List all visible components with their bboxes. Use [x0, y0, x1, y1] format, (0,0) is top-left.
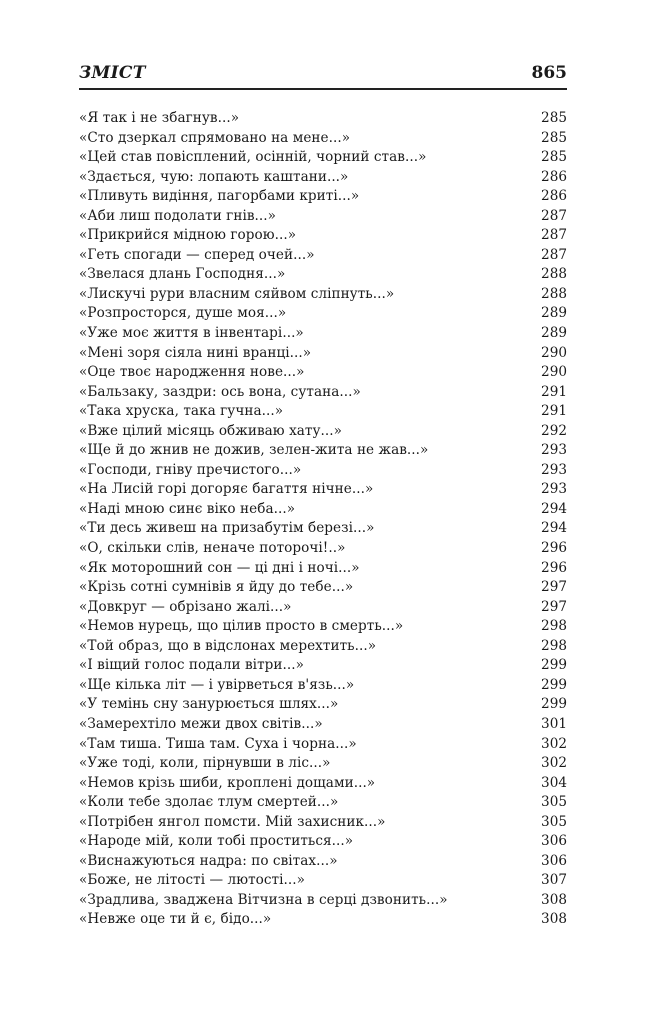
- entry-title: «Вже цілий місяць обживаю хату...»: [79, 422, 343, 439]
- entry-page: 293: [541, 461, 567, 478]
- entry-title: «О, скільки слів, неначе поторочі!..»: [79, 540, 346, 557]
- toc-entry: [79, 774, 567, 794]
- entry-title: «Зрадлива, зваджена Вітчизна в серці дзвонить...»: [79, 891, 448, 908]
- toc-entry: [79, 891, 567, 911]
- entry-title: «Уже тоді, коли, пірнувши в ліс...»: [79, 755, 331, 772]
- toc-entry: [79, 695, 567, 715]
- entry-page: 287: [541, 207, 567, 224]
- entry-page: 302: [541, 735, 567, 752]
- entry-title: «Уже моє життя в інвентарі...»: [79, 325, 304, 342]
- entry-page: 286: [541, 188, 567, 205]
- entry-title: «Невже оце ти й є, бідо...»: [79, 911, 272, 928]
- toc-entry: [79, 519, 567, 539]
- entry-title: «Геть спогади — сперед очей...»: [79, 246, 315, 263]
- entry-page: 292: [541, 422, 567, 439]
- entry-title: «Я так і не збагнув...»: [79, 110, 240, 126]
- entry-page: 297: [541, 579, 567, 596]
- entry-page: 291: [541, 403, 567, 420]
- entry-page: 306: [541, 833, 567, 850]
- entry-title: «Ще кілька літ — і увірветься в'язь...»: [79, 676, 355, 693]
- entry-page: 305: [541, 813, 567, 830]
- entry-title: «Ти десь живеш на призабутім березі...»: [79, 520, 375, 537]
- toc-entry: [79, 754, 567, 774]
- toc-entry: [79, 715, 567, 735]
- entry-title: «Як моторошний сон — ці дні і ночі...»: [79, 559, 360, 576]
- entry-page: 291: [541, 383, 567, 400]
- toc-entry: [79, 910, 567, 930]
- entry-page: 296: [541, 559, 567, 576]
- entry-page: 297: [541, 598, 567, 615]
- toc-entry: [79, 168, 567, 188]
- entry-page: 306: [541, 852, 567, 869]
- entry-title: «Лискучі рури власним сяйвом сліпнуть...»: [79, 285, 395, 302]
- entry-title: «Мені зоря сіяла нині вранці...»: [79, 344, 312, 361]
- toc-entry: [79, 793, 567, 813]
- entry-title: «Немов крізь шиби, кроплені дощами...»: [79, 774, 376, 791]
- toc-entry: [79, 676, 567, 696]
- entry-page: 308: [541, 891, 567, 908]
- toc-entry: [79, 109, 567, 129]
- entry-title: «Там тиша. Тиша там. Суха і чорна...»: [79, 735, 357, 752]
- entry-page: 289: [541, 325, 567, 342]
- entry-title: «Боже, не літості — лютості...»: [79, 872, 305, 889]
- toc-entry: [79, 207, 567, 227]
- entry-page: 285: [541, 149, 567, 166]
- entry-title: «Замерехтіло межи двох світів...»: [79, 715, 323, 732]
- entry-title: «Прикрийся мідною горою...»: [79, 227, 297, 244]
- entry-title: «На Лисій горі догоряє багаття нічне...»: [79, 481, 374, 498]
- toc-entry: [79, 285, 567, 305]
- toc-entry: [79, 559, 567, 579]
- entry-title: «Цей став повісплений, осінній, чорний став...»: [79, 149, 427, 166]
- entry-page: 305: [541, 794, 567, 811]
- entry-page: 307: [541, 872, 567, 889]
- entry-page: 293: [541, 481, 567, 498]
- entry-title: «Народе мій, коли тобі проститься...»: [79, 833, 354, 850]
- toc-entry: [79, 871, 567, 891]
- toc-entry: [79, 578, 567, 598]
- section-title: ЗМІСТ: [79, 63, 146, 83]
- entry-title: «Пливуть видіння, пагорбами криті...»: [79, 188, 360, 205]
- entry-title: «Здається, чую: лопають каштани...»: [79, 168, 349, 185]
- entry-title: «Сто дзеркал спрямовано на мене...»: [79, 129, 351, 146]
- entry-title: «Немов нурець, що цілив просто в смерть...»: [79, 618, 404, 635]
- toc-entry: [79, 344, 567, 364]
- entry-page: 288: [541, 266, 567, 283]
- entry-title: «Потрібен янгол помсти. Мій захисник...»: [79, 813, 386, 830]
- toc-entry: [79, 304, 567, 324]
- entry-title: «Виснажуються надра: по світах...»: [79, 852, 338, 869]
- entry-page: 299: [541, 657, 567, 674]
- toc-entry: [79, 735, 567, 755]
- entry-title: «Оце твоє народження нове...»: [79, 364, 305, 381]
- entry-page: 308: [541, 911, 567, 928]
- entry-page: 298: [541, 637, 567, 654]
- entry-page: 289: [541, 305, 567, 322]
- entry-title: «Довкруг — обрізано жалі...»: [79, 598, 292, 615]
- entry-title: «Коли тебе здолає тлум смертей...»: [79, 794, 339, 811]
- toc-entry: [79, 363, 567, 383]
- entry-page: 301: [541, 715, 567, 732]
- toc-entry: [79, 422, 567, 442]
- entry-page: 290: [541, 364, 567, 381]
- running-header: [79, 63, 567, 87]
- toc-entry: [79, 832, 567, 852]
- toc-entry: [79, 383, 567, 403]
- entry-title: «Крізь сотні сумнівів я йду до тебе...»: [79, 579, 354, 596]
- entry-page: 296: [541, 540, 567, 557]
- toc-entry: [79, 598, 567, 618]
- entry-page: 287: [541, 227, 567, 244]
- toc-entry: [79, 617, 567, 637]
- entry-title: «Аби лиш подолати гнів...»: [79, 207, 277, 224]
- entry-title: «Наді мною синє віко неба...»: [79, 500, 296, 517]
- entry-title: «Той образ, що в відслонах мерехтить...»: [79, 637, 377, 654]
- entry-title: «І віщий голос подали вітри...»: [79, 657, 304, 674]
- toc-entry: [79, 637, 567, 657]
- toc-entry: [79, 246, 567, 266]
- entry-page: 286: [541, 168, 567, 185]
- toc-entry: [79, 656, 567, 676]
- entry-page: 299: [541, 696, 567, 713]
- toc-entry: [79, 265, 567, 285]
- toc-entry: [79, 441, 567, 461]
- toc-entry: [79, 813, 567, 833]
- entry-title: «У темінь сну занурюється шлях...»: [79, 696, 339, 713]
- toc-entry: [79, 500, 567, 520]
- entry-page: 285: [541, 110, 567, 126]
- entry-page: 294: [541, 500, 567, 517]
- toc-entry: [79, 539, 567, 559]
- page-number: 865: [531, 63, 567, 83]
- entry-page: 293: [541, 442, 567, 459]
- entry-title: «Ще й до жнив не дожив, зелен-жита не жав...»: [79, 442, 429, 459]
- toc-entry: [79, 402, 567, 422]
- entry-title: «Розпросторся, душе моя...»: [79, 305, 287, 322]
- header-rule: [79, 88, 567, 90]
- entry-page: 304: [541, 774, 567, 791]
- entry-title: «Звелася длань Господня...»: [79, 266, 286, 283]
- toc-entry: [79, 226, 567, 246]
- table-of-contents: [79, 109, 567, 930]
- entry-page: 299: [541, 676, 567, 693]
- entry-title: «Така хруска, така гучна...»: [79, 403, 284, 420]
- entry-page: 287: [541, 246, 567, 263]
- toc-entry: [79, 461, 567, 481]
- toc-entry: [79, 852, 567, 872]
- toc-entry: [79, 129, 567, 149]
- entry-page: 290: [541, 344, 567, 361]
- entry-page: 302: [541, 755, 567, 772]
- entry-page: 294: [541, 520, 567, 537]
- toc-entry: [79, 480, 567, 500]
- entry-title: «Господи, гніву пречистого...»: [79, 461, 302, 478]
- entry-page: 285: [541, 129, 567, 146]
- toc-entry: [79, 148, 567, 168]
- entry-page: 298: [541, 618, 567, 635]
- entry-page: 288: [541, 285, 567, 302]
- toc-entry: [79, 187, 567, 207]
- toc-entry: [79, 324, 567, 344]
- entry-title: «Бальзаку, заздри: ось вона, сутана...»: [79, 383, 361, 400]
